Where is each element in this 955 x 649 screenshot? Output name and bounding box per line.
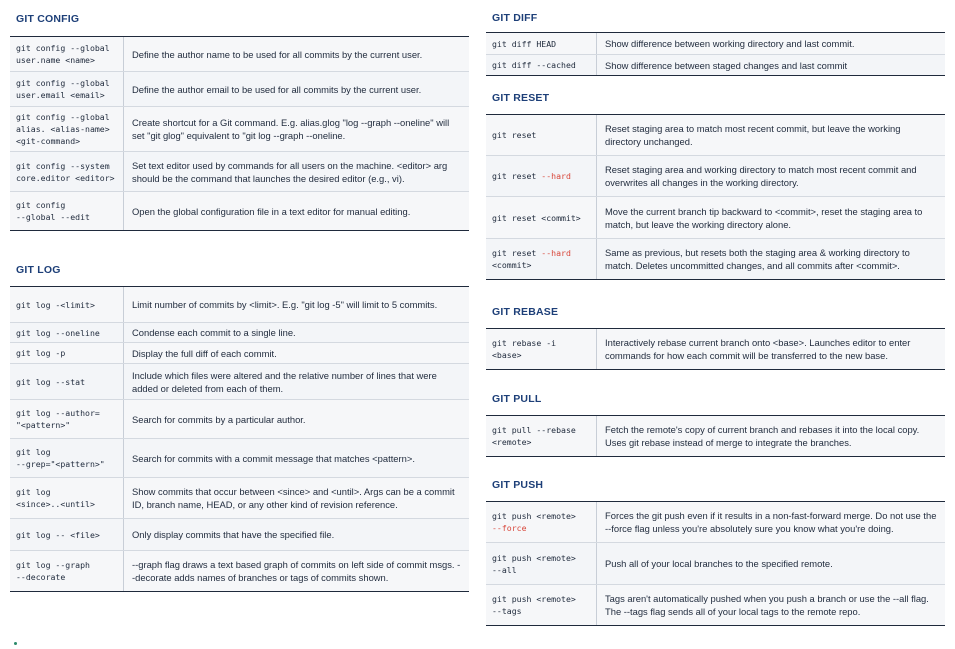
table-row <box>486 501 945 542</box>
table-row <box>10 363 469 399</box>
command: git config --system core.editor <editor> <box>16 160 115 183</box>
section-title: GIT RESET <box>492 92 550 104</box>
git-diff-table <box>486 32 945 76</box>
table-row <box>10 399 469 438</box>
section-title: GIT PUSH <box>492 479 544 491</box>
table-row <box>486 542 945 584</box>
description: Set text editor used by commands for all users on the machine. <editor> arg should be the command that launches the desired editor (e.g., vi). <box>123 152 469 191</box>
git-config-table <box>10 36 469 231</box>
description: Show commits that occur between <since> and <until>. Args can be a commit ID, branch name, HEAD, or any other kind of revision reference. <box>123 478 469 518</box>
command: git log <since>..<until> <box>16 487 95 509</box>
table-row <box>486 54 945 75</box>
table-row <box>10 477 469 518</box>
section-title: GIT PULL <box>492 393 542 405</box>
command: git reset --hard <commit> <box>492 248 571 270</box>
description: Interactively rebase current branch onto <base>. Launches editor to enter commands for how each commit will be transferred to the new base. <box>596 329 945 369</box>
description: --graph flag draws a text based graph of commits on left side of commit msgs. --decorate adds names of branches or tags of commits shown. <box>123 551 469 591</box>
description: Open the global configuration file in a text editor for manual editing. <box>123 192 469 230</box>
command: git rebase -i <base> <box>492 338 557 360</box>
section-title: GIT CONFIG <box>16 13 80 25</box>
table-row <box>10 106 469 151</box>
git-reset-section <box>486 88 945 280</box>
table-row <box>486 328 945 369</box>
description: Push all of your local branches to the specified remote. <box>596 543 945 584</box>
description: Display the full diff of each commit. <box>123 343 469 363</box>
table-row <box>486 584 945 625</box>
description: Search for commits with a commit message that matches <pattern>. <box>123 439 469 477</box>
hard-flag: --hard <box>541 171 571 181</box>
git-push-section <box>486 475 945 626</box>
force-flag: --force <box>492 523 527 533</box>
description: Limit number of commits by <limit>. E.g. "git log -5" will limit to 5 commits. <box>123 287 469 322</box>
command: git log --grep="<pattern>" <box>16 447 105 469</box>
command: git push <remote> --tags <box>492 594 576 616</box>
git-config-section <box>10 9 469 231</box>
command: git push <remote> --all <box>492 552 576 575</box>
command: git log -p <box>16 348 66 358</box>
git-diff-section <box>486 8 945 76</box>
table-row <box>10 322 469 342</box>
table-row <box>10 71 469 106</box>
description: Move the current branch tip backward to <commit>, reset the staging area to match, but leave the working directory alone. <box>596 197 945 238</box>
git-push-table <box>486 501 945 626</box>
table-row <box>10 36 469 71</box>
description: Tags aren't automatically pushed when you push a branch or use the --all flag. The --tags flag sends all of your local tags to the remote repo. <box>596 585 945 625</box>
git-log-table <box>10 286 469 592</box>
table-row <box>10 518 469 550</box>
corner-dot <box>14 642 17 645</box>
table-row <box>486 32 945 54</box>
git-rebase-table <box>486 328 945 370</box>
git-pull-section <box>486 389 945 457</box>
table-row <box>10 438 469 477</box>
description: Reset staging area to match most recent commit, but leave the working directory unchanged. <box>596 115 945 155</box>
command: git config --global --edit <box>16 200 90 222</box>
table-row <box>486 238 945 279</box>
description: Search for commits by a particular author. <box>123 400 469 438</box>
git-rebase-section <box>486 302 945 370</box>
command: git diff --cached <box>492 60 576 70</box>
description: Define the author email to be used for all commits by the current user. <box>123 72 469 106</box>
table-row <box>10 286 469 322</box>
description: Reset staging area and working directory to match most recent commit and overwrites all changes in the working directory. <box>596 156 945 196</box>
description: Show difference between working directory and last commit. <box>596 33 945 54</box>
description: Define the author name to be used for all commits by the current user. <box>123 37 469 71</box>
description: Forces the git push even if it results in a non-fast-forward merge. Do not use the --force flag unless you're absolutely sure you know what you're doing. <box>596 502 945 542</box>
command: git config --global user.email <email> <box>16 78 110 100</box>
command: git diff HEAD <box>492 38 557 49</box>
description: Only display commits that have the specified file. <box>123 519 469 550</box>
description: Include which files were altered and the relative number of lines that were added or deleted from each of them. <box>123 364 469 399</box>
table-row <box>10 151 469 191</box>
git-log-section <box>10 260 469 592</box>
description: Condense each commit to a single line. <box>123 323 469 342</box>
git-reset-table <box>486 114 945 280</box>
command: git reset <box>492 130 537 140</box>
description: Show difference between staged changes and last commit <box>596 55 945 75</box>
command: git pull --rebase <remote> <box>492 425 576 447</box>
table-row <box>10 550 469 591</box>
command: git config --global user.name <name> <box>16 43 110 65</box>
command: git log -- <file> <box>16 529 100 540</box>
section-title: GIT REBASE <box>492 306 559 318</box>
description: Same as previous, but resets both the staging area & working directory to match. Deletes uncommitted changes, and all commits after <commit>. <box>596 239 945 279</box>
description: Create shortcut for a Git command. E.g. alias.glog "log --graph --oneline" will set "git glog" equivalent to "git log --graph --oneline. <box>123 107 469 151</box>
command: git push <remote> --force <box>492 511 576 533</box>
section-title: GIT DIFF <box>492 12 538 24</box>
git-pull-table <box>486 415 945 457</box>
table-row <box>486 155 945 196</box>
command: git reset --hard <box>492 171 571 181</box>
command: git log --oneline <box>16 327 100 338</box>
command: git reset <commit> <box>492 212 581 223</box>
hard-flag: --hard <box>541 248 571 258</box>
table-row <box>486 196 945 238</box>
table-row <box>10 342 469 363</box>
table-row <box>10 191 469 230</box>
command: git log --stat <box>16 376 86 387</box>
table-row <box>486 114 945 155</box>
command: git log --author= "<pattern>" <box>16 408 100 430</box>
command: git config --global alias. <alias-name> <git-command> <box>16 112 110 146</box>
table-row <box>486 415 945 456</box>
section-title: GIT LOG <box>16 264 61 276</box>
command: git log --graph --decorate <box>16 560 90 582</box>
description: Fetch the remote's copy of current branch and rebases it into the local copy. Uses git rebase instead of merge to integrate the branches. <box>596 416 945 456</box>
command: git log -<limit> <box>16 299 95 310</box>
